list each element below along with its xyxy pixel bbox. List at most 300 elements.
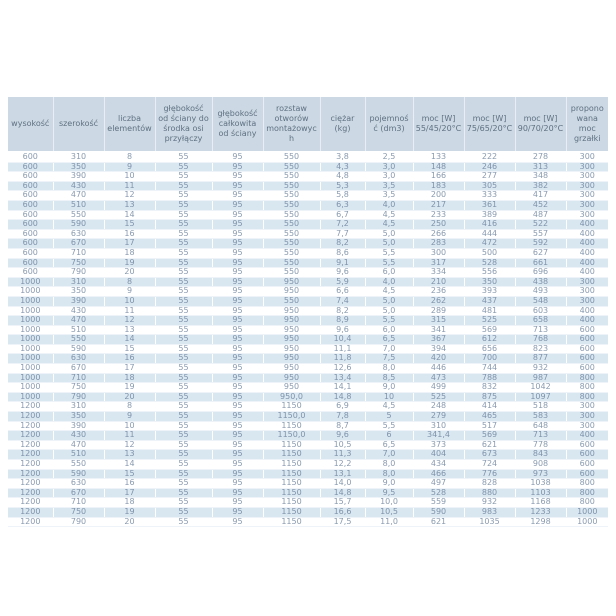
table-cell: 481	[464, 306, 515, 316]
table-cell: 95	[212, 507, 263, 517]
table-cell: 95	[212, 479, 263, 489]
table-cell: 55	[155, 392, 212, 402]
table-cell: 590	[413, 507, 464, 517]
table-cell: 334	[413, 268, 464, 278]
table-cell: 9,5	[365, 488, 413, 498]
table-cell: 10,5	[320, 440, 365, 450]
table-cell: 950	[263, 383, 320, 393]
table-cell: 600	[8, 152, 53, 162]
table-cell: 12	[104, 440, 155, 450]
table-cell: 550	[263, 296, 320, 306]
table-cell: 590	[53, 469, 104, 479]
table-cell: 550	[263, 210, 320, 220]
table-cell: 12	[104, 191, 155, 201]
table-cell: 510	[53, 325, 104, 335]
table-cell: 1035	[464, 517, 515, 527]
table-cell: 4,0	[365, 277, 413, 287]
table-cell: 13,1	[320, 469, 365, 479]
table-cell: 389	[464, 210, 515, 220]
table-row	[8, 460, 608, 470]
table-cell: 550	[263, 181, 320, 191]
column-header: głębokość całkowita od ściany	[212, 97, 263, 152]
table-cell: 13	[104, 450, 155, 460]
table-cell: 95	[212, 373, 263, 383]
table-cell: 557	[515, 229, 566, 239]
table-cell: 621	[413, 517, 464, 527]
table-cell: 300	[566, 162, 608, 172]
table-cell: 3,8	[320, 152, 365, 162]
table-cell: 510	[53, 450, 104, 460]
table-cell: 248	[413, 402, 464, 412]
table-cell: 55	[155, 431, 212, 441]
table-cell: 95	[212, 440, 263, 450]
table-cell: 550	[263, 152, 320, 162]
table-cell: 300	[566, 210, 608, 220]
table-cell: 8	[104, 152, 155, 162]
table-cell: 600	[566, 469, 608, 479]
table-cell: 983	[464, 507, 515, 517]
table-cell: 1000	[8, 316, 53, 326]
table-cell: 95	[212, 335, 263, 345]
table-cell: 5,5	[365, 421, 413, 431]
table-cell: 9,6	[320, 431, 365, 441]
table-row	[8, 383, 608, 393]
table-cell: 932	[464, 498, 515, 508]
table-cell: 300	[566, 277, 608, 287]
table-row	[8, 268, 608, 278]
table-cell: 373	[413, 440, 464, 450]
table-cell: 8,5	[365, 373, 413, 383]
table-cell: 95	[212, 316, 263, 326]
table-row	[8, 517, 608, 527]
table-cell: 95	[212, 431, 263, 441]
table-cell: 828	[464, 479, 515, 489]
table-cell: 661	[515, 258, 566, 268]
table-cell: 95	[212, 152, 263, 162]
table-row	[8, 248, 608, 258]
table-cell: 1200	[8, 488, 53, 498]
table-cell: 1000	[8, 392, 53, 402]
table-cell: 1042	[515, 383, 566, 393]
table-cell: 790	[53, 268, 104, 278]
table-cell: 600	[566, 354, 608, 364]
table-cell: 1200	[8, 450, 53, 460]
table-row	[8, 172, 608, 182]
table-cell: 437	[464, 296, 515, 306]
table-row	[8, 450, 608, 460]
table-cell: 350	[464, 277, 515, 287]
table-cell: 550	[263, 248, 320, 258]
table-cell: 768	[515, 335, 566, 345]
table-cell: 713	[515, 325, 566, 335]
table-cell: 95	[212, 239, 263, 249]
column-header: wysokość	[8, 97, 53, 152]
table-cell: 5,3	[320, 181, 365, 191]
table-cell: 1000	[8, 296, 53, 306]
table-cell: 8,0	[365, 469, 413, 479]
table-cell: 236	[413, 287, 464, 297]
table-cell: 1150	[263, 517, 320, 527]
table-row	[8, 316, 608, 326]
table-cell: 9,0	[365, 479, 413, 489]
table-cell: 670	[53, 364, 104, 374]
table-cell: 1000	[8, 344, 53, 354]
column-header: moc [W] 55/45/20°C	[413, 97, 464, 152]
table-cell: 95	[212, 200, 263, 210]
table-row	[8, 162, 608, 172]
table-cell: 550	[53, 460, 104, 470]
table-cell: 710	[53, 498, 104, 508]
table-cell: 393	[464, 287, 515, 297]
table-cell: 5,8	[320, 191, 365, 201]
table-cell: 350	[53, 162, 104, 172]
table-cell: 17	[104, 364, 155, 374]
table-cell: 217	[413, 200, 464, 210]
table-cell: 313	[515, 162, 566, 172]
table-cell: 400	[566, 258, 608, 268]
table-cell: 55	[155, 210, 212, 220]
table-cell: 12	[104, 316, 155, 326]
table-cell: 1150	[263, 479, 320, 489]
table-cell: 55	[155, 479, 212, 489]
table-row	[8, 296, 608, 306]
table-body	[8, 152, 608, 527]
table-cell: 1150,0	[263, 431, 320, 441]
table-cell: 246	[464, 162, 515, 172]
table-cell: 648	[515, 421, 566, 431]
table-row	[8, 421, 608, 431]
table-cell: 559	[413, 498, 464, 508]
table-cell: 8,2	[320, 306, 365, 316]
table-row	[8, 364, 608, 374]
table-cell: 5,0	[365, 239, 413, 249]
table-cell: 908	[515, 460, 566, 470]
table-row	[8, 373, 608, 383]
table-cell: 394	[413, 344, 464, 354]
table-cell: 452	[515, 200, 566, 210]
table-cell: 569	[464, 431, 515, 441]
table-cell: 1200	[8, 412, 53, 422]
table-cell: 55	[155, 335, 212, 345]
table-cell: 528	[464, 258, 515, 268]
table-cell: 3,5	[365, 191, 413, 201]
table-cell: 550	[263, 258, 320, 268]
table-cell: 283	[413, 239, 464, 249]
table-cell: 55	[155, 239, 212, 249]
table-cell: 493	[515, 287, 566, 297]
table-cell: 470	[53, 316, 104, 326]
table-cell: 1150	[263, 507, 320, 517]
table-cell: 333	[464, 191, 515, 201]
table-cell: 16	[104, 354, 155, 364]
table-cell: 310	[413, 421, 464, 431]
table-cell: 9,1	[320, 258, 365, 268]
table-cell: 670	[53, 239, 104, 249]
column-header: proponowana moc grzałki	[566, 97, 608, 152]
table-cell: 95	[212, 354, 263, 364]
table-cell: 430	[53, 306, 104, 316]
table-cell: 1200	[8, 479, 53, 489]
table-cell: 14,0	[320, 479, 365, 489]
table-cell: 600	[8, 229, 53, 239]
table-cell: 700	[464, 354, 515, 364]
table-cell: 11,8	[320, 354, 365, 364]
table-cell: 55	[155, 507, 212, 517]
table-cell: 1233	[515, 507, 566, 517]
table-cell: 17	[104, 488, 155, 498]
table-cell: 7,0	[365, 450, 413, 460]
table-cell: 800	[566, 498, 608, 508]
table-cell: 95	[212, 488, 263, 498]
table-row	[8, 229, 608, 239]
table-cell: 778	[515, 440, 566, 450]
table-cell: 724	[464, 460, 515, 470]
table-cell: 400	[566, 229, 608, 239]
table-cell: 472	[464, 239, 515, 249]
table-cell: 55	[155, 162, 212, 172]
table-cell: 7,8	[320, 412, 365, 422]
table-cell: 7,0	[365, 344, 413, 354]
table-cell: 300	[566, 200, 608, 210]
table-header	[8, 97, 608, 152]
table-cell: 390	[53, 421, 104, 431]
table-cell: 790	[53, 392, 104, 402]
table-cell: 7,7	[320, 229, 365, 239]
table-cell: 55	[155, 296, 212, 306]
table-cell: 8,0	[365, 364, 413, 374]
table-cell: 438	[515, 277, 566, 287]
table-cell: 950	[263, 373, 320, 383]
table-row	[8, 479, 608, 489]
table-cell: 1000	[8, 325, 53, 335]
table-row	[8, 469, 608, 479]
table-cell: 13	[104, 200, 155, 210]
table-cell: 1000	[8, 335, 53, 345]
table-cell: 15,7	[320, 498, 365, 508]
table-cell: 473	[413, 373, 464, 383]
table-cell: 310	[53, 277, 104, 287]
table-cell: 600	[566, 364, 608, 374]
table-cell: 10,4	[320, 335, 365, 345]
table-cell: 416	[464, 220, 515, 230]
table-cell: 548	[515, 296, 566, 306]
table-cell: 550	[263, 239, 320, 249]
table-cell: 55	[155, 258, 212, 268]
table-cell: 55	[155, 421, 212, 431]
table-cell: 710	[53, 373, 104, 383]
table-cell: 550	[263, 229, 320, 239]
table-cell: 55	[155, 172, 212, 182]
table-cell: 183	[413, 181, 464, 191]
table-cell: 875	[464, 392, 515, 402]
table-cell: 621	[464, 440, 515, 450]
table-row	[8, 210, 608, 220]
table-cell: 673	[464, 450, 515, 460]
table-cell: 95	[212, 229, 263, 239]
table-cell: 148	[413, 162, 464, 172]
table-cell: 277	[464, 172, 515, 182]
table-cell: 950,0	[263, 392, 320, 402]
table-cell: 14,8	[320, 488, 365, 498]
table-cell: 1000	[8, 373, 53, 383]
table-cell: 9,6	[320, 268, 365, 278]
table-cell: 1000	[8, 354, 53, 364]
table-cell: 1150	[263, 440, 320, 450]
table-cell: 600	[566, 335, 608, 345]
table-cell: 713	[515, 431, 566, 441]
table-cell: 400	[566, 248, 608, 258]
table-cell: 133	[413, 152, 464, 162]
table-cell: 1200	[8, 507, 53, 517]
table-cell: 11,3	[320, 450, 365, 460]
table-cell: 417	[515, 191, 566, 201]
table-cell: 6	[365, 431, 413, 441]
table-row	[8, 220, 608, 230]
table-cell: 300	[566, 287, 608, 297]
table-cell: 341,4	[413, 431, 464, 441]
table-cell: 55	[155, 373, 212, 383]
table-cell: 1298	[515, 517, 566, 527]
table-cell: 19	[104, 383, 155, 393]
table-cell: 95	[212, 469, 263, 479]
table-cell: 7,2	[320, 220, 365, 230]
table-cell: 550	[263, 162, 320, 172]
table-cell: 390	[53, 296, 104, 306]
table-cell: 1038	[515, 479, 566, 489]
table-cell: 222	[464, 152, 515, 162]
table-cell: 250	[413, 220, 464, 230]
column-header: głębokość od ściany do środka osi przyłączy	[155, 97, 212, 152]
table-row	[8, 431, 608, 441]
table-cell: 95	[212, 498, 263, 508]
table-cell: 95	[212, 412, 263, 422]
column-header: moc [W] 75/65/20°C	[464, 97, 515, 152]
table-cell: 499	[413, 383, 464, 393]
table-cell: 95	[212, 248, 263, 258]
table-row	[8, 191, 608, 201]
table-cell: 350	[53, 412, 104, 422]
table-cell: 5,0	[365, 306, 413, 316]
table-cell: 6,9	[320, 402, 365, 412]
table-cell: 630	[53, 479, 104, 489]
table-cell: 20	[104, 392, 155, 402]
table-cell: 950	[263, 335, 320, 345]
table-cell: 1150	[263, 498, 320, 508]
table-cell: 776	[464, 469, 515, 479]
table-cell: 5,5	[365, 258, 413, 268]
table-cell: 18	[104, 498, 155, 508]
table-cell: 55	[155, 316, 212, 326]
table-cell: 6,5	[365, 440, 413, 450]
table-cell: 55	[155, 200, 212, 210]
table-cell: 315	[413, 316, 464, 326]
table-cell: 11	[104, 431, 155, 441]
table-cell: 305	[464, 181, 515, 191]
table-cell: 4,5	[365, 220, 413, 230]
table-cell: 1150,0	[263, 412, 320, 422]
table-cell: 3,5	[365, 181, 413, 191]
table-cell: 10	[104, 172, 155, 182]
table-row	[8, 335, 608, 345]
table-cell: 832	[464, 383, 515, 393]
table-cell: 1000	[566, 517, 608, 527]
table-cell: 744	[464, 364, 515, 374]
table-cell: 518	[515, 402, 566, 412]
table-cell: 400	[566, 316, 608, 326]
table-cell: 95	[212, 392, 263, 402]
table-cell: 289	[413, 306, 464, 316]
table-cell: 4,5	[365, 210, 413, 220]
table-cell: 10	[365, 392, 413, 402]
table-cell: 55	[155, 488, 212, 498]
table-cell: 95	[212, 172, 263, 182]
column-header: moc [W] 90/70/20°C	[515, 97, 566, 152]
table-cell: 16	[104, 229, 155, 239]
table-cell: 210	[413, 277, 464, 287]
table-cell: 95	[212, 277, 263, 287]
table-cell: 95	[212, 191, 263, 201]
table-cell: 6,5	[365, 335, 413, 345]
table-cell: 233	[413, 210, 464, 220]
table-cell: 400	[566, 431, 608, 441]
table-cell: 300	[566, 152, 608, 162]
table-cell: 5,5	[365, 316, 413, 326]
table-cell: 973	[515, 469, 566, 479]
table-cell: 95	[212, 220, 263, 230]
table-cell: 55	[155, 460, 212, 470]
table-cell: 600	[566, 325, 608, 335]
table-cell: 14,1	[320, 383, 365, 393]
table-cell: 10	[104, 296, 155, 306]
table-cell: 670	[53, 488, 104, 498]
table-cell: 1000	[8, 364, 53, 374]
table-cell: 487	[515, 210, 566, 220]
table-cell: 13	[104, 325, 155, 335]
table-cell: 55	[155, 450, 212, 460]
table-cell: 382	[515, 181, 566, 191]
table-cell: 6,0	[365, 268, 413, 278]
table-cell: 4,5	[365, 402, 413, 412]
table-cell: 569	[464, 325, 515, 335]
table-cell: 1168	[515, 498, 566, 508]
table-cell: 95	[212, 421, 263, 431]
table-cell: 300	[566, 172, 608, 182]
table-cell: 55	[155, 412, 212, 422]
table-cell: 550	[263, 172, 320, 182]
table-cell: 278	[515, 152, 566, 162]
table-cell: 10	[104, 421, 155, 431]
table-cell: 600	[8, 191, 53, 201]
table-cell: 600	[8, 239, 53, 249]
table-cell: 20	[104, 268, 155, 278]
table-cell: 590	[53, 220, 104, 230]
table-cell: 55	[155, 517, 212, 527]
table-cell: 1200	[8, 517, 53, 527]
table-cell: 14	[104, 335, 155, 345]
table-cell: 600	[566, 450, 608, 460]
table-cell: 630	[53, 354, 104, 364]
table-cell: 880	[464, 488, 515, 498]
table-cell: 1200	[8, 460, 53, 470]
table-cell: 517	[464, 421, 515, 431]
table-cell: 55	[155, 402, 212, 412]
table-cell: 5,0	[365, 296, 413, 306]
table-cell: 300	[566, 191, 608, 201]
table-cell: 1150	[263, 460, 320, 470]
table-cell: 95	[212, 181, 263, 191]
table-cell: 17	[104, 239, 155, 249]
table-row	[8, 344, 608, 354]
